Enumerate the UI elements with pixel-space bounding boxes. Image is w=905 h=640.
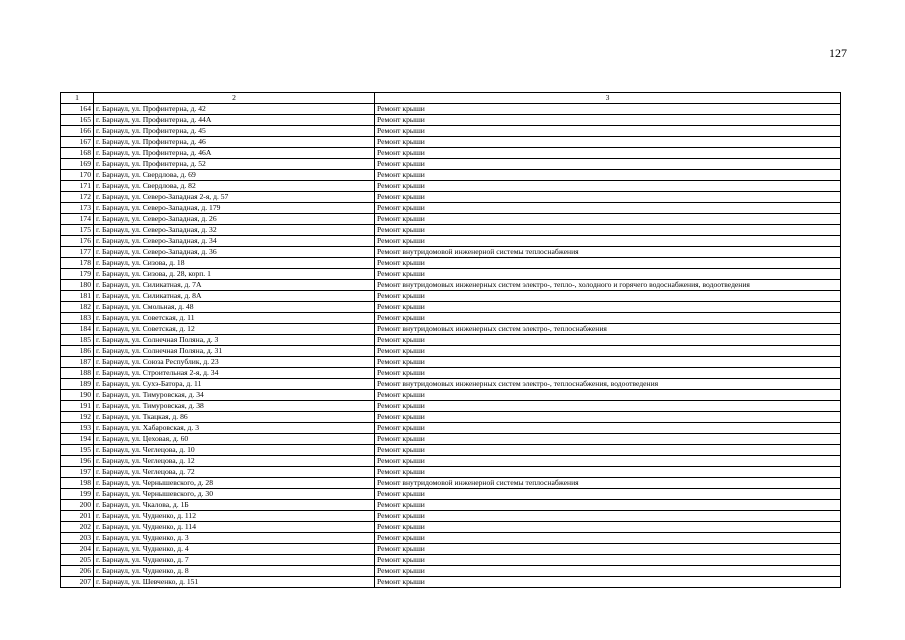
address-cell: г. Барнаул, ул. Профинтерна, д. 46 [94, 137, 375, 148]
table-row [61, 247, 841, 258]
work-type-cell: Ремонт внутридомовых инженерных систем электро-, теплоснабжения, водоотведения [375, 379, 841, 390]
row-number-cell: 177 [61, 247, 94, 258]
work-type-cell: Ремонт крыши [375, 544, 841, 555]
work-type-cell: Ремонт крыши [375, 412, 841, 423]
row-number-cell: 169 [61, 159, 94, 170]
address-cell: г. Барнаул, ул. Советская, д. 12 [94, 324, 375, 335]
row-number-cell: 181 [61, 291, 94, 302]
table-row [61, 104, 841, 115]
work-type-cell: Ремонт крыши [375, 115, 841, 126]
row-number-cell: 171 [61, 181, 94, 192]
table-row [61, 258, 841, 269]
work-type-cell: Ремонт крыши [375, 269, 841, 280]
table-row [61, 225, 841, 236]
row-number-cell: 206 [61, 566, 94, 577]
work-type-cell: Ремонт крыши [375, 291, 841, 302]
work-type-cell: Ремонт крыши [375, 313, 841, 324]
repair-register-table [60, 92, 841, 588]
work-type-cell: Ремонт крыши [375, 137, 841, 148]
table-row [61, 500, 841, 511]
row-number-cell: 179 [61, 269, 94, 280]
address-cell: г. Барнаул, ул. Чкалова, д. 1Б [94, 500, 375, 511]
work-type-cell: Ремонт крыши [375, 445, 841, 456]
table-row [61, 126, 841, 137]
table-row [61, 412, 841, 423]
row-number-cell: 176 [61, 236, 94, 247]
row-number-cell: 170 [61, 170, 94, 181]
table-row [61, 511, 841, 522]
row-number-cell: 190 [61, 390, 94, 401]
table-row [61, 434, 841, 445]
row-number-cell: 193 [61, 423, 94, 434]
table-row [61, 379, 841, 390]
row-number-cell: 184 [61, 324, 94, 335]
row-number-cell: 187 [61, 357, 94, 368]
table-row [61, 170, 841, 181]
work-type-cell: Ремонт крыши [375, 533, 841, 544]
table-row [61, 544, 841, 555]
row-number-cell: 200 [61, 500, 94, 511]
work-type-cell: Ремонт крыши [375, 225, 841, 236]
address-cell: г. Барнаул, ул. Силикатная, д. 8А [94, 291, 375, 302]
table-row [61, 456, 841, 467]
work-type-cell: Ремонт крыши [375, 555, 841, 566]
table-row [61, 368, 841, 379]
address-cell: г. Барнаул, ул. Союза Республик, д. 23 [94, 357, 375, 368]
address-cell: г. Барнаул, ул. Северо-Западная, д. 26 [94, 214, 375, 225]
address-cell: г. Барнаул, ул. Солнечная Поляна, д. 31 [94, 346, 375, 357]
work-type-cell: Ремонт крыши [375, 467, 841, 478]
address-cell: г. Барнаул, ул. Чудненко, д. 8 [94, 566, 375, 577]
table-row [61, 236, 841, 247]
work-type-cell: Ремонт внутридомовой инженерной системы теплоснабжения [375, 247, 841, 258]
table-row [61, 115, 841, 126]
row-number-cell: 168 [61, 148, 94, 159]
row-number-cell: 207 [61, 577, 94, 588]
work-type-cell: Ремонт крыши [375, 423, 841, 434]
table-row [61, 137, 841, 148]
row-number-cell: 180 [61, 280, 94, 291]
column-header-work: 3 [375, 93, 841, 104]
table-header-row [61, 93, 841, 104]
address-cell: г. Барнаул, ул. Северо-Западная 2-я, д. 57 [94, 192, 375, 203]
row-number-cell: 185 [61, 335, 94, 346]
work-type-cell: Ремонт крыши [375, 181, 841, 192]
address-cell: г. Барнаул, ул. Северо-Западная, д. 34 [94, 236, 375, 247]
address-cell: г. Барнаул, ул. Чеглецова, д. 72 [94, 467, 375, 478]
work-type-cell: Ремонт крыши [375, 500, 841, 511]
row-number-cell: 202 [61, 522, 94, 533]
address-cell: г. Барнаул, ул. Чудненко, д. 4 [94, 544, 375, 555]
row-number-cell: 191 [61, 401, 94, 412]
row-number-cell: 175 [61, 225, 94, 236]
row-number-cell: 189 [61, 379, 94, 390]
table-row [61, 401, 841, 412]
work-type-cell: Ремонт крыши [375, 335, 841, 346]
address-cell: г. Барнаул, ул. Профинтерна, д. 46А [94, 148, 375, 159]
address-cell: г. Барнаул, ул. Силикатная, д. 7А [94, 280, 375, 291]
row-number-cell: 172 [61, 192, 94, 203]
row-number-cell: 186 [61, 346, 94, 357]
address-cell: г. Барнаул, ул. Солнечная Поляна, д. 3 [94, 335, 375, 346]
address-cell: г. Барнаул, ул. Северо-Западная, д. 179 [94, 203, 375, 214]
table-row [61, 555, 841, 566]
row-number-cell: 188 [61, 368, 94, 379]
work-type-cell: Ремонт крыши [375, 258, 841, 269]
row-number-cell: 205 [61, 555, 94, 566]
table-row [61, 324, 841, 335]
table-row [61, 302, 841, 313]
table-row [61, 577, 841, 588]
row-number-cell: 195 [61, 445, 94, 456]
column-header-number: 1 [61, 93, 94, 104]
column-header-address: 2 [94, 93, 375, 104]
work-type-cell: Ремонт крыши [375, 456, 841, 467]
address-cell: г. Барнаул, ул. Чудненко, д. 112 [94, 511, 375, 522]
table-row [61, 346, 841, 357]
address-cell: г. Барнаул, ул. Хабаровская, д. 3 [94, 423, 375, 434]
page-number: 127 [829, 46, 847, 60]
work-type-cell: Ремонт внутридомовых инженерных систем электро-, тепло-, холодного и горячего водоснабжения, водоотведения [375, 280, 841, 291]
row-number-cell: 165 [61, 115, 94, 126]
table-row [61, 148, 841, 159]
address-cell: г. Барнаул, ул. Северо-Западная, д. 32 [94, 225, 375, 236]
work-type-cell: Ремонт крыши [375, 159, 841, 170]
table-row [61, 181, 841, 192]
address-cell: г. Барнаул, ул. Сухэ-Батора, д. 11 [94, 379, 375, 390]
address-cell: г. Барнаул, ул. Сизова, д. 28, корп. 1 [94, 269, 375, 280]
address-cell: г. Барнаул, ул. Чеглецова, д. 12 [94, 456, 375, 467]
row-number-cell: 166 [61, 126, 94, 137]
table-row [61, 291, 841, 302]
table-row [61, 269, 841, 280]
address-cell: г. Барнаул, ул. Чудненко, д. 7 [94, 555, 375, 566]
row-number-cell: 167 [61, 137, 94, 148]
table-row [61, 280, 841, 291]
work-type-cell: Ремонт крыши [375, 170, 841, 181]
table-row [61, 467, 841, 478]
work-type-cell: Ремонт крыши [375, 357, 841, 368]
address-cell: г. Барнаул, ул. Ткацкая, д. 86 [94, 412, 375, 423]
row-number-cell: 182 [61, 302, 94, 313]
work-type-cell: Ремонт крыши [375, 203, 841, 214]
address-cell: г. Барнаул, ул. Чудненко, д. 114 [94, 522, 375, 533]
work-type-cell: Ремонт крыши [375, 126, 841, 137]
table-row [61, 390, 841, 401]
address-cell: г. Барнаул, ул. Профинтерна, д. 44А [94, 115, 375, 126]
table-row [61, 192, 841, 203]
work-type-cell: Ремонт крыши [375, 489, 841, 500]
row-number-cell: 178 [61, 258, 94, 269]
work-type-cell: Ремонт крыши [375, 148, 841, 159]
row-number-cell: 196 [61, 456, 94, 467]
address-cell: г. Барнаул, ул. Чернышевского, д. 28 [94, 478, 375, 489]
address-cell: г. Барнаул, ул. Чернышевского, д. 30 [94, 489, 375, 500]
table-row [61, 159, 841, 170]
row-number-cell: 199 [61, 489, 94, 500]
address-cell: г. Барнаул, ул. Смольная, д. 48 [94, 302, 375, 313]
address-cell: г. Барнаул, ул. Свердлова, д. 82 [94, 181, 375, 192]
work-type-cell: Ремонт крыши [375, 511, 841, 522]
work-type-cell: Ремонт крыши [375, 368, 841, 379]
address-cell: г. Барнаул, ул. Чеглецова, д. 10 [94, 445, 375, 456]
row-number-cell: 197 [61, 467, 94, 478]
table-row [61, 533, 841, 544]
table-row [61, 313, 841, 324]
table-row [61, 335, 841, 346]
table-row [61, 423, 841, 434]
row-number-cell: 201 [61, 511, 94, 522]
row-number-cell: 164 [61, 104, 94, 115]
row-number-cell: 194 [61, 434, 94, 445]
table-body [61, 104, 841, 588]
row-number-cell: 192 [61, 412, 94, 423]
table-row [61, 203, 841, 214]
address-cell: г. Барнаул, ул. Шевченко, д. 151 [94, 577, 375, 588]
table-row [61, 357, 841, 368]
work-type-cell: Ремонт крыши [375, 236, 841, 247]
work-type-cell: Ремонт крыши [375, 192, 841, 203]
address-cell: г. Барнаул, ул. Советская, д. 11 [94, 313, 375, 324]
address-cell: г. Барнаул, ул. Чудненко, д. 3 [94, 533, 375, 544]
address-cell: г. Барнаул, ул. Профинтерна, д. 52 [94, 159, 375, 170]
work-type-cell: Ремонт крыши [375, 401, 841, 412]
row-number-cell: 204 [61, 544, 94, 555]
address-cell: г. Барнаул, ул. Сизова, д. 18 [94, 258, 375, 269]
table-row [61, 489, 841, 500]
address-cell: г. Барнаул, ул. Профинтерна, д. 45 [94, 126, 375, 137]
table-row [61, 522, 841, 533]
address-cell: г. Барнаул, ул. Тимуровская, д. 38 [94, 401, 375, 412]
address-cell: г. Барнаул, ул. Свердлова, д. 69 [94, 170, 375, 181]
work-type-cell: Ремонт крыши [375, 434, 841, 445]
work-type-cell: Ремонт крыши [375, 566, 841, 577]
work-type-cell: Ремонт внутридомовых инженерных систем электро-, теплоснабжения [375, 324, 841, 335]
address-cell: г. Барнаул, ул. Строительная 2-я, д. 34 [94, 368, 375, 379]
address-cell: г. Барнаул, ул. Северо-Западная, д. 36 [94, 247, 375, 258]
work-type-cell: Ремонт крыши [375, 577, 841, 588]
work-type-cell: Ремонт крыши [375, 214, 841, 225]
work-type-cell: Ремонт крыши [375, 104, 841, 115]
address-cell: г. Барнаул, ул. Тимуровская, д. 34 [94, 390, 375, 401]
work-type-cell: Ремонт крыши [375, 522, 841, 533]
row-number-cell: 198 [61, 478, 94, 489]
table-row [61, 566, 841, 577]
table-row [61, 478, 841, 489]
row-number-cell: 173 [61, 203, 94, 214]
work-type-cell: Ремонт внутридомовой инженерной системы теплоснабжения [375, 478, 841, 489]
work-type-cell: Ремонт крыши [375, 346, 841, 357]
table-row [61, 214, 841, 225]
work-type-cell: Ремонт крыши [375, 390, 841, 401]
address-cell: г. Барнаул, ул. Профинтерна, д. 42 [94, 104, 375, 115]
address-cell: г. Барнаул, ул. Цеховая, д. 60 [94, 434, 375, 445]
row-number-cell: 203 [61, 533, 94, 544]
work-type-cell: Ремонт крыши [375, 302, 841, 313]
row-number-cell: 174 [61, 214, 94, 225]
table-row [61, 445, 841, 456]
row-number-cell: 183 [61, 313, 94, 324]
